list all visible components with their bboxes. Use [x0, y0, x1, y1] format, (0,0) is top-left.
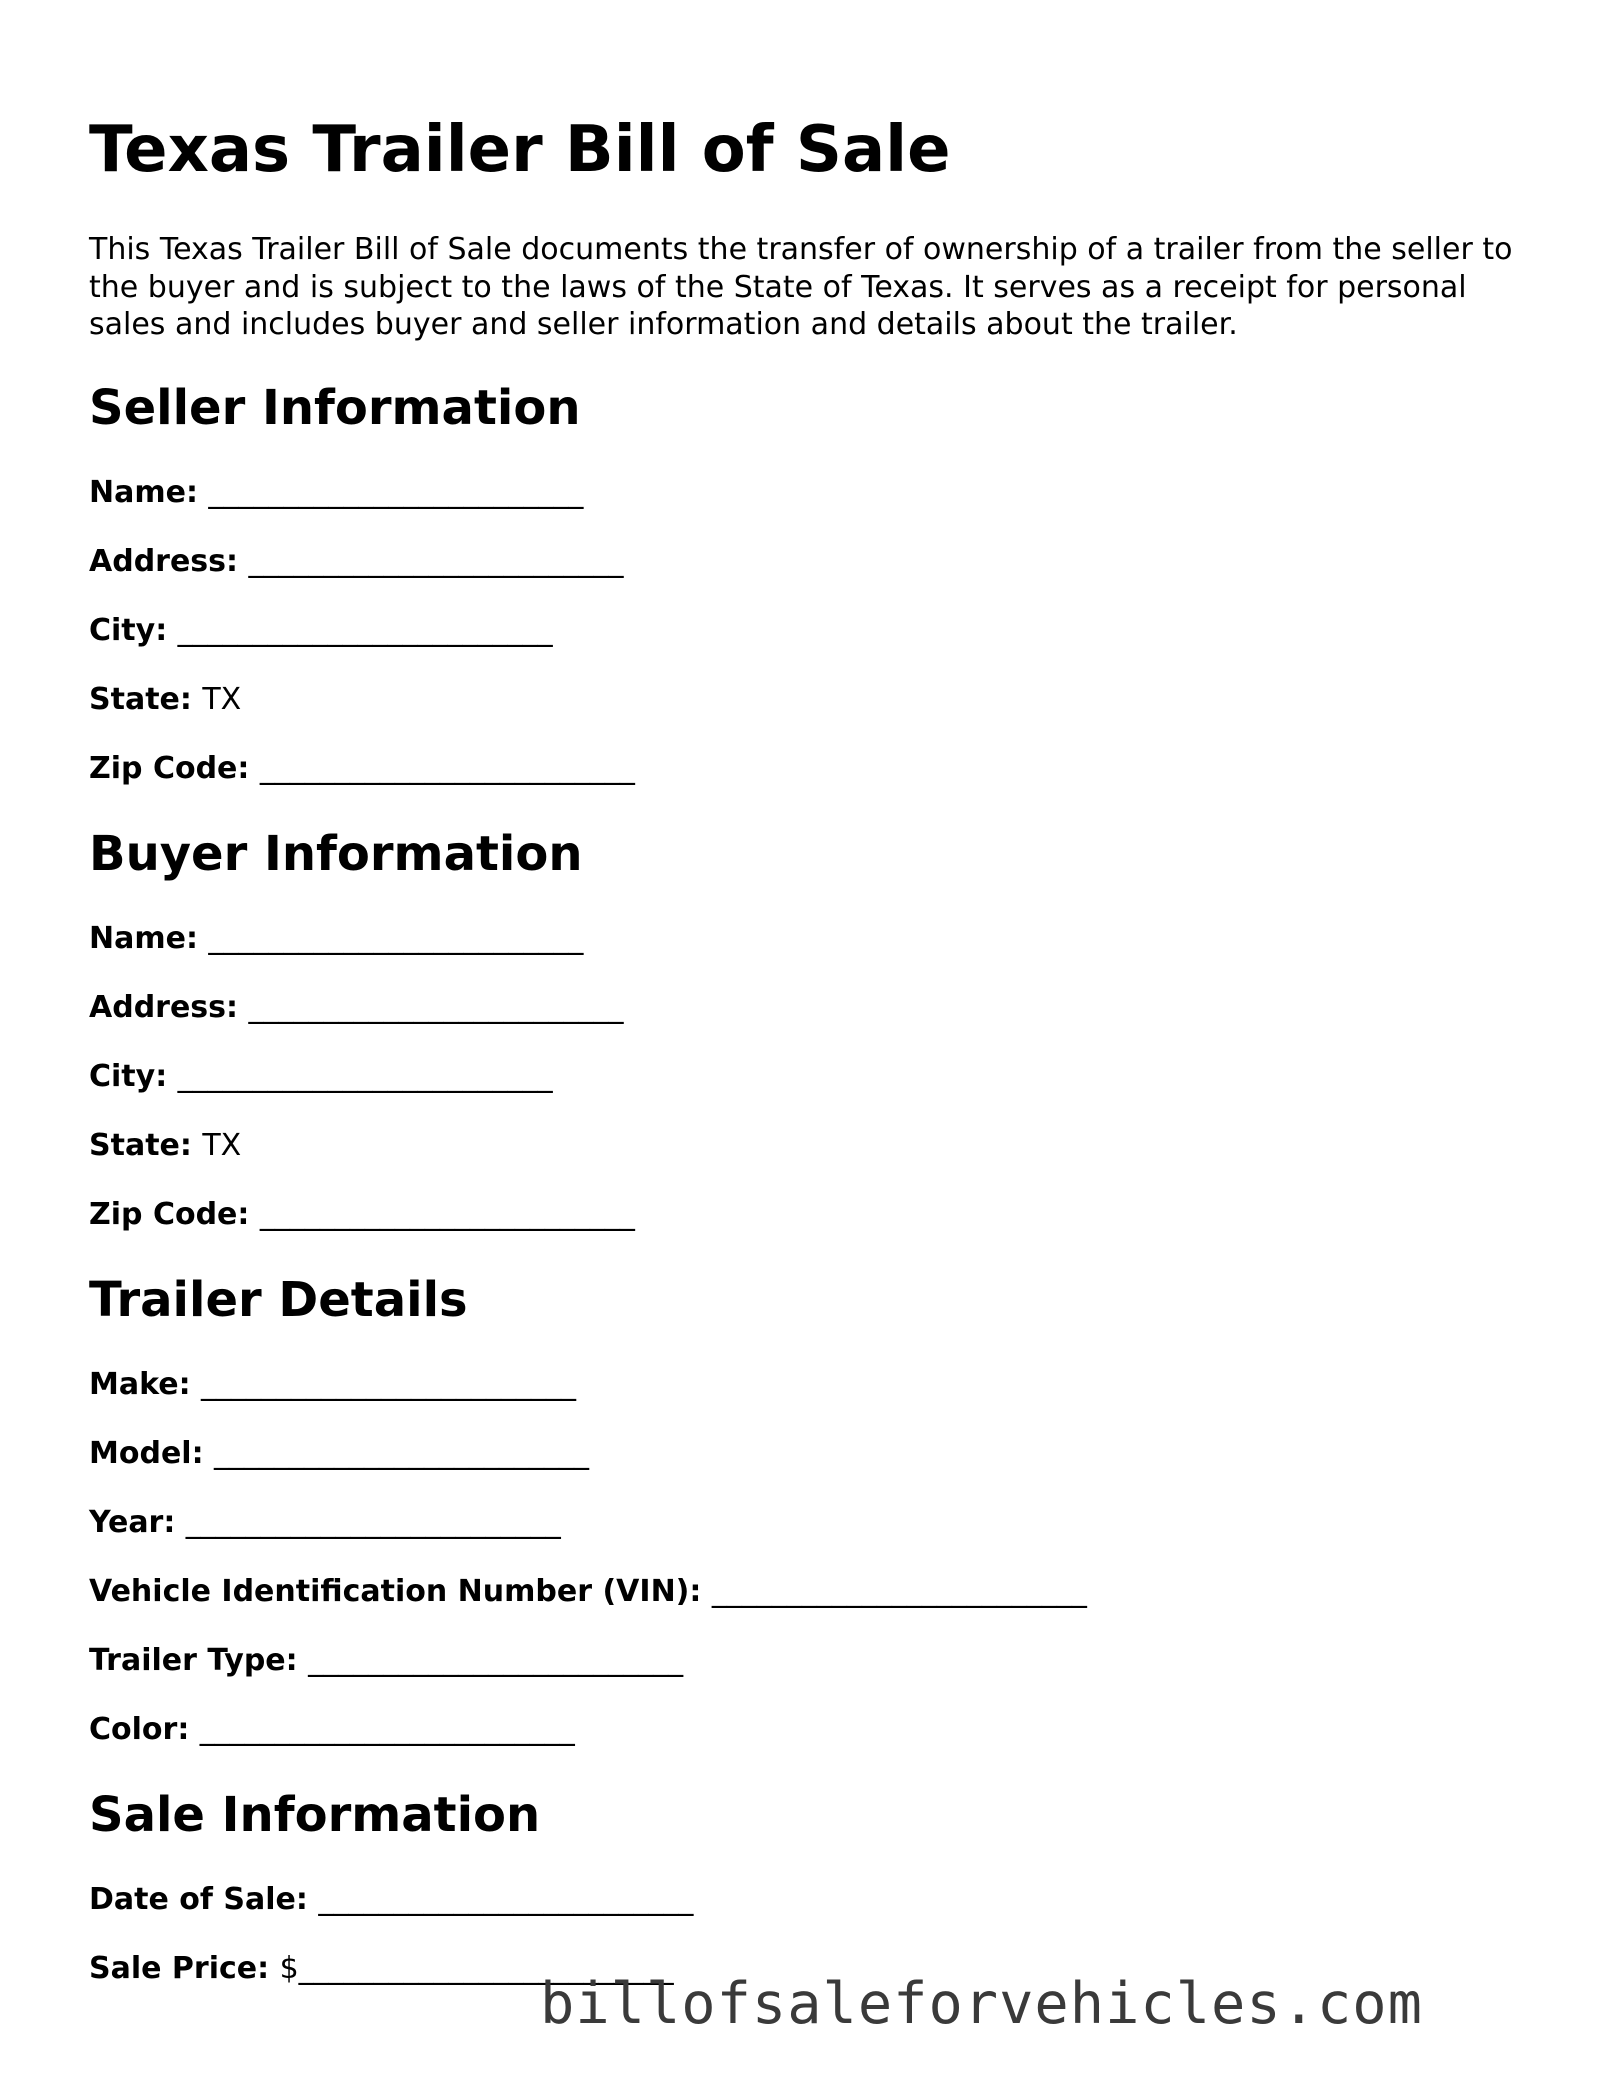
seller-city-field	[89, 612, 553, 650]
trailer-vin-field	[89, 1573, 1087, 1611]
buyer-name-field	[89, 920, 583, 958]
seller-zip-label: Zip Code:	[89, 751, 260, 786]
seller-city-blank[interactable]: _________________________	[177, 613, 553, 648]
sale-price-blank[interactable]: _________________________	[298, 1951, 674, 1986]
buyer-city-blank[interactable]: _________________________	[177, 1059, 553, 1094]
trailer-vin-label: Vehicle Identification Number (VIN):	[89, 1574, 712, 1609]
sale-date-label: Date of Sale:	[89, 1882, 319, 1917]
seller-name-label: Name:	[89, 475, 209, 510]
seller-name-field	[89, 474, 583, 512]
buyer-section-heading: Buyer Information	[89, 826, 583, 882]
trailer-model-label: Model:	[89, 1436, 215, 1471]
seller-state-label: State:	[89, 682, 203, 717]
buyer-city-label: City:	[89, 1059, 178, 1094]
sale-price-label: Sale Price:	[89, 1951, 280, 1986]
trailer-make-blank[interactable]: _________________________	[201, 1367, 577, 1402]
seller-address-label: Address:	[89, 544, 249, 579]
trailer-year-label: Year:	[89, 1505, 186, 1540]
trailer-model-blank[interactable]: _________________________	[214, 1436, 590, 1471]
trailer-type-field	[89, 1642, 683, 1680]
seller-address-field	[89, 543, 623, 581]
trailer-color-blank[interactable]: _________________________	[199, 1712, 575, 1747]
trailer-year-blank[interactable]: _________________________	[185, 1505, 561, 1540]
seller-state-value: TX	[202, 682, 242, 717]
trailer-make-label: Make:	[89, 1367, 202, 1402]
trailer-color-label: Color:	[89, 1712, 200, 1747]
buyer-state-label: State:	[89, 1128, 203, 1163]
trailer-vin-blank[interactable]: _________________________	[711, 1574, 1087, 1609]
buyer-state-field	[89, 1127, 241, 1165]
trailer-section-heading: Trailer Details	[89, 1272, 468, 1328]
trailer-year-field	[89, 1504, 561, 1542]
site-watermark: billofsaleforvehicles.com	[540, 1971, 1423, 2037]
trailer-model-field	[89, 1435, 589, 1473]
intro-paragraph: This Texas Trailer Bill of Sale documents the transfer of ownership of a trailer from the seller to the buyer and is subject to the laws of the State of Texas. It serves as a receipt for personal sales and includes buyer and seller information and details about the trailer.	[89, 232, 1513, 342]
buyer-zip-label: Zip Code:	[89, 1197, 260, 1232]
buyer-address-label: Address:	[89, 990, 249, 1025]
sale-date-field	[89, 1881, 693, 1919]
trailer-make-field	[89, 1366, 576, 1404]
buyer-address-field	[89, 989, 623, 1027]
sale-section-heading: Sale Information	[89, 1787, 541, 1843]
seller-address-blank[interactable]: _________________________	[248, 544, 624, 579]
buyer-city-field	[89, 1058, 553, 1096]
buyer-zip-blank[interactable]: _________________________	[259, 1197, 635, 1232]
buyer-name-label: Name:	[89, 921, 209, 956]
seller-zip-field	[89, 750, 635, 788]
trailer-color-field	[89, 1711, 575, 1749]
seller-name-blank[interactable]: _________________________	[208, 475, 584, 510]
buyer-state-value: TX	[202, 1128, 242, 1163]
seller-zip-blank[interactable]: _________________________	[259, 751, 635, 786]
buyer-name-blank[interactable]: _________________________	[208, 921, 584, 956]
sale-price-currency: $	[279, 1951, 299, 1986]
seller-state-field	[89, 681, 241, 719]
buyer-zip-field	[89, 1196, 635, 1234]
seller-section-heading: Seller Information	[89, 380, 581, 436]
buyer-address-blank[interactable]: _________________________	[248, 990, 624, 1025]
seller-city-label: City:	[89, 613, 178, 648]
sale-date-blank[interactable]: _________________________	[318, 1882, 694, 1917]
document-title: Texas Trailer Bill of Sale	[89, 113, 951, 187]
trailer-type-blank[interactable]: _________________________	[308, 1643, 684, 1678]
trailer-type-label: Trailer Type:	[89, 1643, 309, 1678]
